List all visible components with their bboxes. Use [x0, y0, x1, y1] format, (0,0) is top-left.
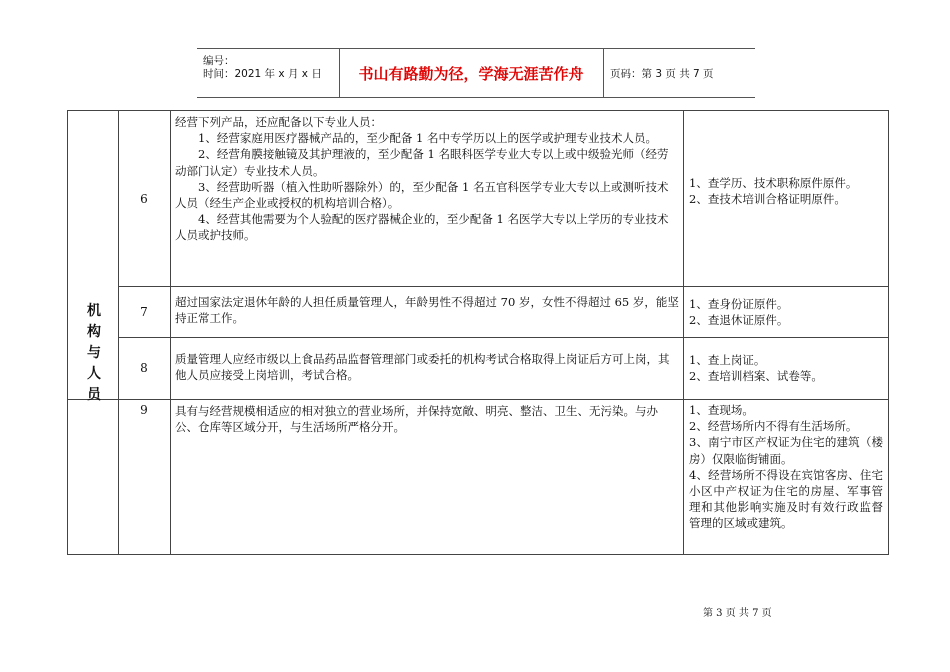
page-footer: 第 3 页 共 7 页	[703, 608, 772, 619]
requirements-table	[67, 110, 889, 555]
row-content: 超过国家法定退休年龄的人担任质量管理人，年龄男性不得超过 70 岁，女性不得超过 65 岁，能坚持正常工作。	[175, 295, 679, 326]
page-header	[197, 48, 755, 98]
header-meta-cell	[197, 49, 340, 97]
row-number: 8	[140, 361, 148, 375]
check-method: 1、查现场。 2、经营场所内不得有生活场所。 3、南宁市区产权证为住宅的建筑（楼房）仅限临街铺面。 4、经营场所不得设在宾馆客房、住宅小区中产权证为住宅的房屋、军事管理和其他影响实施及时有效行政监督管理的区域或建筑。	[689, 403, 883, 531]
row-content: 质量管理人应经市级以上食品药品监督管理部门或委托的机构考试合格取得上岗证后方可上岗，其他人员应接受上岗培训，考试合格。	[175, 352, 670, 383]
row-number: 9	[140, 403, 148, 417]
row-content: 经营下列产品，还应配备以下专业人员： 1、经营家庭用医疗器械产品的，至少配备 1 名中专学历以上的医学或护理专业技术人员。 2、经营角膜接触镜及其护理液的，至少配备 1 名眼科医学专业大专以上或中级验光师（经劳动部门认定）专业技术人员。 3、经营助听器（植入性助听器除外）的，至少配备 1 名五官科医学专业大专以上或测听技术人员（经生产企业或授权的机构培训合格）。 4、经营其他需要为个人验配的医疗器械企业的，至少配备 1 名医学大专以上学历的专业技术人员或护技师。	[175, 115, 669, 243]
row-number: 7	[140, 305, 148, 319]
check-method: 1、查身份证原件。 2、查退休证原件。	[689, 297, 789, 328]
check-method: 1、查上岗证。 2、查培训档案、试卷等。	[689, 353, 823, 384]
doc-number-label: 编号：	[203, 55, 235, 67]
category-label: 机 构 与 人 员	[87, 303, 101, 403]
header-motto: 书山有路勤为径，学海无涯苦作舟	[339, 49, 604, 97]
check-method: 1、查学历、技术职称原件原件。 2、查技术培训合格证明原件。	[689, 176, 858, 207]
row-content: 具有与经营规模相适应的相对独立的营业场所，并保持宽敞、明亮、整洁、卫生、无污染。与办公、仓库等区域分开，与生活场所严格分开。	[175, 404, 658, 435]
doc-time-label: 时间：2021 年 x 月 x 日	[203, 68, 322, 80]
header-page-code: 页码：第 3 页 共 7 页	[610, 67, 714, 80]
row-number: 6	[140, 192, 148, 206]
